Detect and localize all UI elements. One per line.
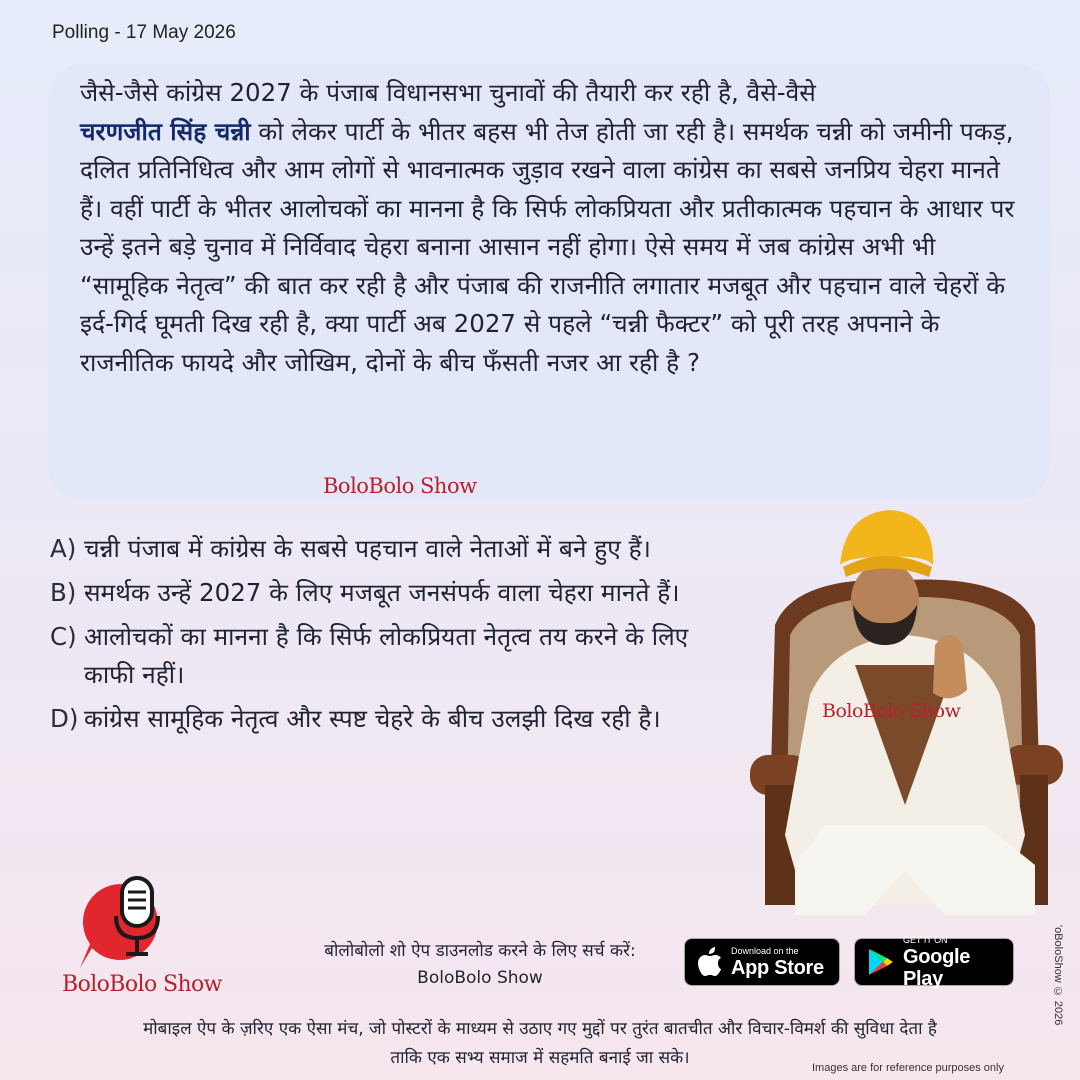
microphone-logo-icon: [62, 876, 182, 976]
option-letter: A): [50, 534, 77, 563]
download-prompt-line2: BoloBolo Show: [417, 968, 543, 988]
question-body: को लेकर पार्टी के भीतर बहस भी तेज होती जा रही है। समर्थक चन्नी को जमीनी पकड़, दलित प्रतिनिधित्व और आम लोगों से भावनात्मक जुड़ाव रखने वाला कांग्रेस का सबसे जनप्रिय चेहरा मानते हैं। वहीं पार्टी के भीतर आलोचकों का मानना है कि सिर्फ लोकप्रियता और प्रतीकात्मक पहचान के आधार पर उन्हें इतने बड़े चुनाव में निर्विवाद चेहरा बनाना आसान नहीं होगा। ऐसे समय में जब कांग्रेस अभी भी “सामूहिक नेतृत्व” की बात कर रही है और पंजाब की राजनीति लगातार मजबूत और पहचान वाले चेहरों के इर्द-गिर्द घूमती दिख रही है, क्या पार्टी अब 2027 से पहले “चन्नी फैक्टर” को पूरी तरह अपनाने के राजनीतिक फायदे और जोखिम, दोनों के बीच फँसती नजर आ रही है ?: [80, 116, 1015, 377]
google-play-button[interactable]: [854, 934, 1014, 990]
appstore-small-label: Download on the: [731, 945, 799, 956]
option-letter: C): [50, 622, 77, 651]
logo-wordmark: BoloBolo Show: [62, 972, 222, 997]
googleplay-small-label: GET IT ON: [903, 934, 948, 945]
googleplay-big-label: Google Play: [903, 945, 971, 990]
brand-watermark: BoloBolo Show: [323, 474, 477, 498]
poll-options: [50, 530, 730, 744]
download-prompt: [290, 938, 670, 992]
question-name-bold: चरणजीत सिंह चन्नी: [80, 116, 251, 146]
option-text: चन्नी पंजाब में कांग्रेस के सबसे पहचान वाले नेताओं में बने हुए हैं।: [84, 534, 651, 563]
apple-icon: [697, 947, 723, 977]
question-card: [48, 64, 1050, 500]
copyright-note: 'oBoloShow © 2026: [1052, 925, 1064, 1026]
poll-option-d[interactable]: [50, 700, 730, 738]
google-play-icon: [867, 947, 895, 977]
option-text: कांग्रेस सामूहिक नेतृत्व और स्पष्ट चेहरे के बीच उलझी दिख रही है।: [84, 704, 661, 733]
option-text: आलोचकों का मानना है कि सिर्फ लोकप्रियता नेतृत्व तय करने के लिए काफी नहीं।: [84, 622, 689, 689]
image-disclaimer: Images are for reference purposes only: [812, 1062, 1004, 1074]
footer-description-line1: मोबाइल ऐप के ज़रिए एक ऐसा मंच, जो पोस्टरों के माध्यम से उठाए गए मुद्दों पर तुरंत बातचीत और विचार-विमर्श की सुविधा देता है: [143, 1019, 937, 1039]
option-letter: D): [50, 704, 79, 733]
appstore-big-label: App Store: [731, 956, 824, 979]
poll-option-a[interactable]: [50, 530, 730, 568]
question-intro: जैसे-जैसे कांग्रेस 2027 के पंजाब विधानसभा चुनावों की तैयारी कर रही है, वैसे-वैसे: [80, 78, 816, 107]
download-prompt-line1: बोलोबोलो शो ऐप डाउनलोड करने के लिए सर्च करें:: [324, 941, 636, 961]
poll-option-c[interactable]: [50, 618, 730, 694]
app-store-button[interactable]: [684, 938, 840, 986]
option-text: समर्थक उन्हें 2027 के लिए मजबूत जनसंपर्क वाला चेहरा मानते हैं।: [84, 578, 680, 607]
poll-date: Polling - 17 May 2026: [52, 22, 236, 43]
portrait-watermark: BoloBolo Show: [822, 700, 961, 722]
option-letter: B): [50, 578, 77, 607]
poll-option-b[interactable]: [50, 574, 730, 612]
footer-description-line2: ताकि एक सभ्य समाज में सहमति बनाई जा सके।: [390, 1048, 690, 1068]
question-text: [80, 74, 1020, 382]
